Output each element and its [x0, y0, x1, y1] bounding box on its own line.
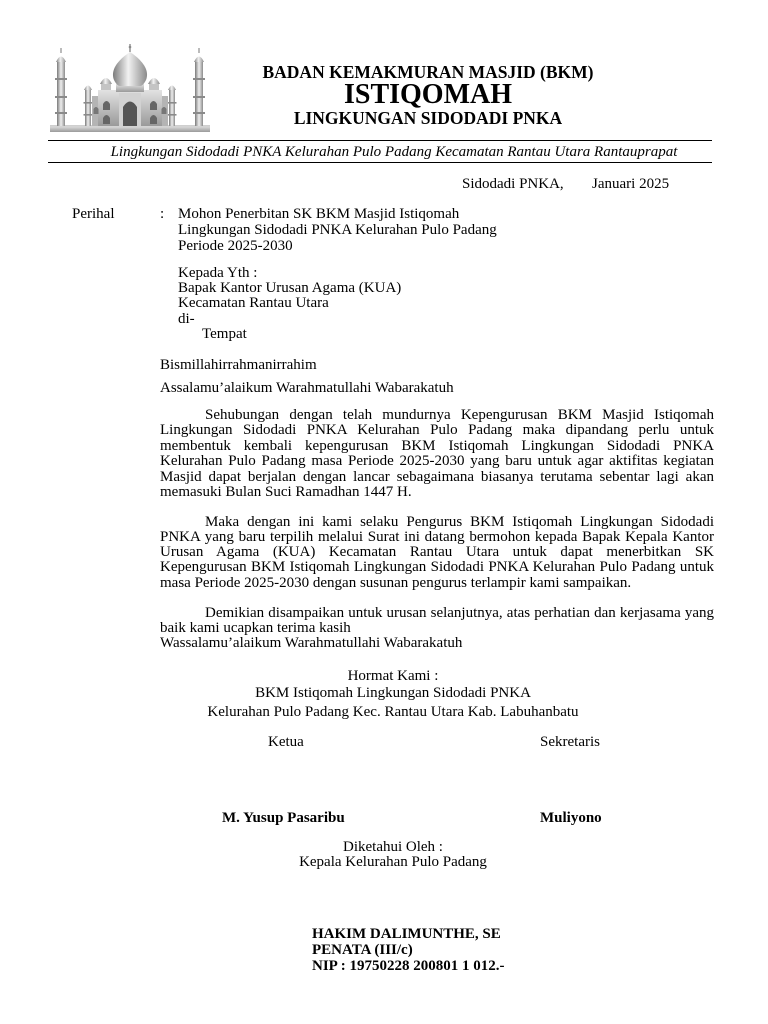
paragraph-line: Kepengurusan BKM Istiqomah Lingkungan Sidodadi PNKA Kelurahan Pulo Padang untuk: [160, 559, 714, 576]
signature-header-line: BKM Istiqomah Lingkungan Sidodadi PNKA: [255, 684, 531, 701]
paragraph-line: Maka dengan ini kami selaku Pengurus BKM Istiqomah Lingkungan Sidodadi: [205, 513, 714, 530]
acknowledgement-block: [93, 840, 693, 871]
signature-header-line: Kelurahan Pulo Padang Kec. Rantau Utara Kab. Labuhanbatu: [207, 703, 579, 720]
subject-separator: :: [160, 205, 165, 222]
opening-salam: Assalamu’alaikum Warahmatullahi Wabarakatuh: [160, 379, 454, 396]
letterhead-rule-top: [48, 140, 712, 141]
paragraph-line: membentuk kembali kepengurusan BKM Istiqomah Lingkungan Sidodadi PNKA: [160, 437, 714, 454]
secretary-title: Sekretaris: [540, 733, 600, 750]
subject-line: Periode 2025-2030: [178, 237, 293, 254]
date-place: Sidodadi PNKA,: [462, 175, 564, 192]
paragraph-line: PNKA yang baru terpilih melalui Surat ini datang bermohon kepada Bapak Kepala Kantor: [160, 528, 714, 545]
letterhead-org-name: ISTIQOMAH: [343, 79, 513, 110]
recipient-place: Tempat: [202, 326, 247, 343]
recipient-line: di-: [178, 310, 195, 327]
letterhead-org-area: LINGKUNGAN SIDODADI PNKA: [293, 108, 563, 128]
official-name: HAKIM DALIMUNTHE, SE: [312, 925, 501, 942]
body-paragraph-3: [160, 606, 714, 652]
date-value: Januari 2025: [592, 175, 670, 192]
paragraph-line: Kelurahan Pulo Padang masa Periode 2025-2030 yang baru untuk agar aktifitas kegiatan: [160, 453, 714, 470]
subject-text: [178, 206, 497, 254]
paragraph-line: masa Periode 2025-2030 dengan susunan pengurus terlampir kami sampaikan.: [160, 574, 632, 591]
acknowledgement-line: Kepala Kelurahan Pulo Padang: [299, 853, 487, 870]
letterhead-rule-bottom: [48, 162, 712, 163]
official-block: [312, 926, 505, 974]
paragraph-line: Masjid dapat berjalan dengan lancar sebagaimana biasanya terutama sebentar lagi akan: [160, 468, 714, 485]
closing-salam: Wassalamu’alaikum Warahmatullahi Wabarakatuh: [160, 634, 463, 651]
official-nip: NIP : 19750228 200801 1 012.-: [312, 957, 505, 974]
subject-line: Lingkungan Sidodadi PNKA Kelurahan Pulo Padang: [178, 221, 497, 238]
body-paragraph-1: [160, 408, 714, 502]
subject-label: Perihal: [72, 205, 115, 222]
paragraph-line: Urusan Agama (KUA) Kecamatan Rantau Utara untuk dapat menerbitkan SK: [160, 544, 714, 561]
recipient-line: Kepada Yth :: [178, 264, 258, 281]
recipient-line: Kecamatan Rantau Utara: [178, 295, 329, 312]
paragraph-line: Sehubungan dengan telah mundurnya Kepengurusan BKM Masjid Istiqomah: [205, 406, 714, 423]
paragraph-line: Demikian disampaikan untuk urusan selanjutnya, atas perhatian dan kerjasama yang: [205, 604, 714, 621]
paragraph-line: baik kami ucapkan terima kasih: [160, 619, 351, 636]
chair-name: M. Yusup Pasaribu: [222, 809, 345, 826]
letterhead-address: Lingkungan Sidodadi PNKA Kelurahan Pulo Padang Kecamatan Rantau Utara Rantauprapat: [110, 143, 678, 160]
official-rank: PENATA (III/c): [312, 941, 413, 958]
chair-title: Ketua: [268, 733, 304, 750]
recipient-line: Bapak Kantor Urusan Agama (KUA): [178, 279, 402, 296]
mosque-logo: [48, 44, 212, 134]
recipient-block: [178, 266, 401, 343]
letterhead-org-line: BADAN KEMAKMURAN MASJID (BKM): [262, 62, 594, 82]
paragraph-line: memasuki Bulan Suci Ramadhan 1447 H.: [160, 484, 412, 501]
acknowledgement-line: Diketahui Oleh :: [343, 838, 443, 855]
basmalah: Bismillahirrahmanirrahim: [160, 356, 317, 373]
mosque-icon: [48, 44, 212, 134]
secretary-name: Muliyono: [540, 809, 602, 826]
paragraph-line: Lingkungan Sidodadi PNKA Kelurahan Pulo Padang maka dipandang perlu untuk: [160, 422, 714, 439]
subject-line: Mohon Penerbitan SK BKM Masjid Istiqomah: [178, 205, 460, 222]
body-paragraph-2: [160, 515, 714, 591]
signature-header-line: Hormat Kami :: [347, 667, 439, 684]
